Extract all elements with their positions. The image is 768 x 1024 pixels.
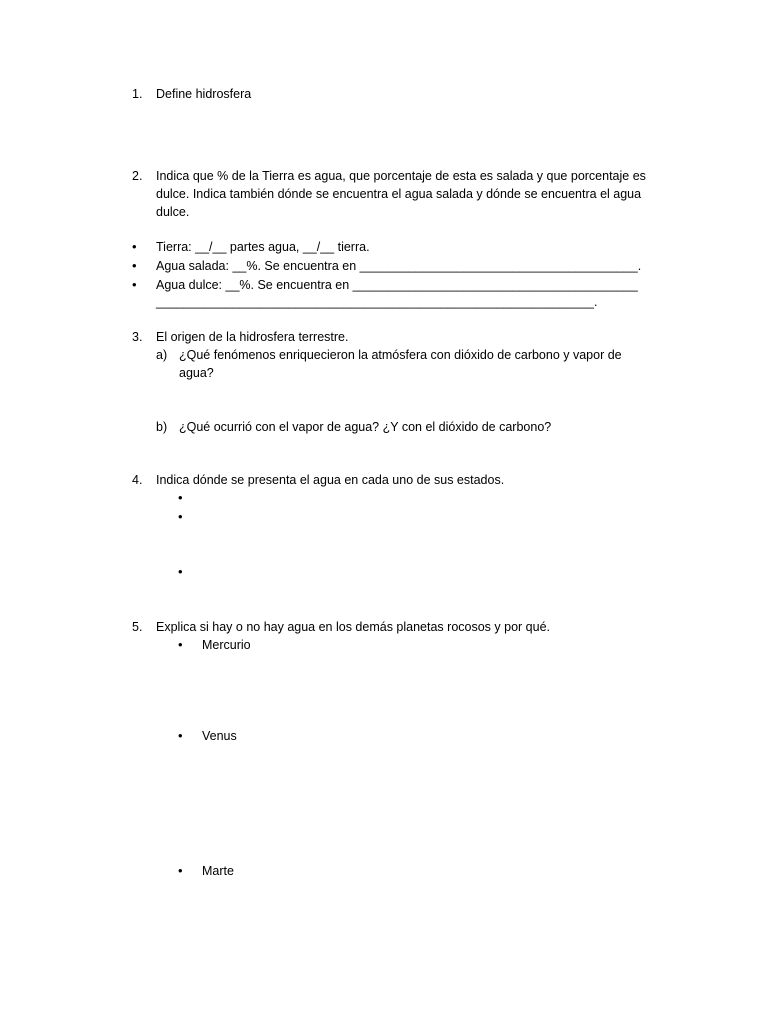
bullet-icon: •: [132, 277, 137, 292]
bullet-icon: •: [178, 490, 183, 505]
q2-line-1: Indica que % de la Tierra es agua, que porcentaje de esta es salada y que porcentaje es: [156, 169, 646, 183]
q5-planet-mercurio: Mercurio: [202, 638, 251, 652]
bullet-icon: •: [178, 564, 183, 579]
q3-a-line-2: agua?: [179, 366, 214, 380]
bullet-icon: •: [178, 637, 183, 652]
q2-bullet-agua-dulce: Agua dulce: __%. Se encuentra en _________________________________________: [156, 278, 638, 292]
q3-number: 3.: [132, 330, 143, 344]
q2-line-3: dulce.: [156, 205, 190, 219]
q2-number: 2.: [132, 169, 143, 183]
q3-text: El origen de la hidrosfera terrestre.: [156, 330, 349, 344]
q2-bullet-continuation: _______________________________________________________________.: [156, 295, 598, 309]
q5-planet-venus: Venus: [202, 729, 237, 743]
bullet-icon: •: [178, 728, 183, 743]
q3-b-label: b): [156, 420, 168, 434]
q3-a-label: a): [156, 348, 168, 362]
bullet-icon: •: [132, 239, 137, 254]
q4-text: Indica dónde se presenta el agua en cada uno de sus estados.: [156, 473, 505, 487]
q5-text: Explica si hay o no hay agua en los demás planetas rocosos y por qué.: [156, 620, 550, 634]
q5-number: 5.: [132, 620, 143, 634]
bullet-icon: •: [178, 863, 183, 878]
q2-bullet-agua-salada: Agua salada: __%. Se encuentra en ________________________________________.: [156, 259, 642, 273]
q3-b-text: ¿Qué ocurrió con el vapor de agua? ¿Y con el dióxido de carbono?: [179, 420, 552, 434]
q2-line-2: dulce. Indica también dónde se encuentra el agua salada y dónde se encuentra el agua: [156, 187, 642, 201]
q1-text: Define hidrosfera: [156, 87, 252, 101]
bullet-icon: •: [132, 258, 137, 273]
q1-number: 1.: [132, 87, 143, 101]
q5-planet-marte: Marte: [202, 864, 234, 878]
q3-a-line-1: ¿Qué fenómenos enriquecieron la atmósfera con dióxido de carbono y vapor de: [179, 348, 622, 362]
q2-bullet-tierra: Tierra: __/__ partes agua, __/__ tierra.: [156, 240, 370, 254]
bullet-icon: •: [178, 509, 183, 524]
q4-number: 4.: [132, 473, 143, 487]
